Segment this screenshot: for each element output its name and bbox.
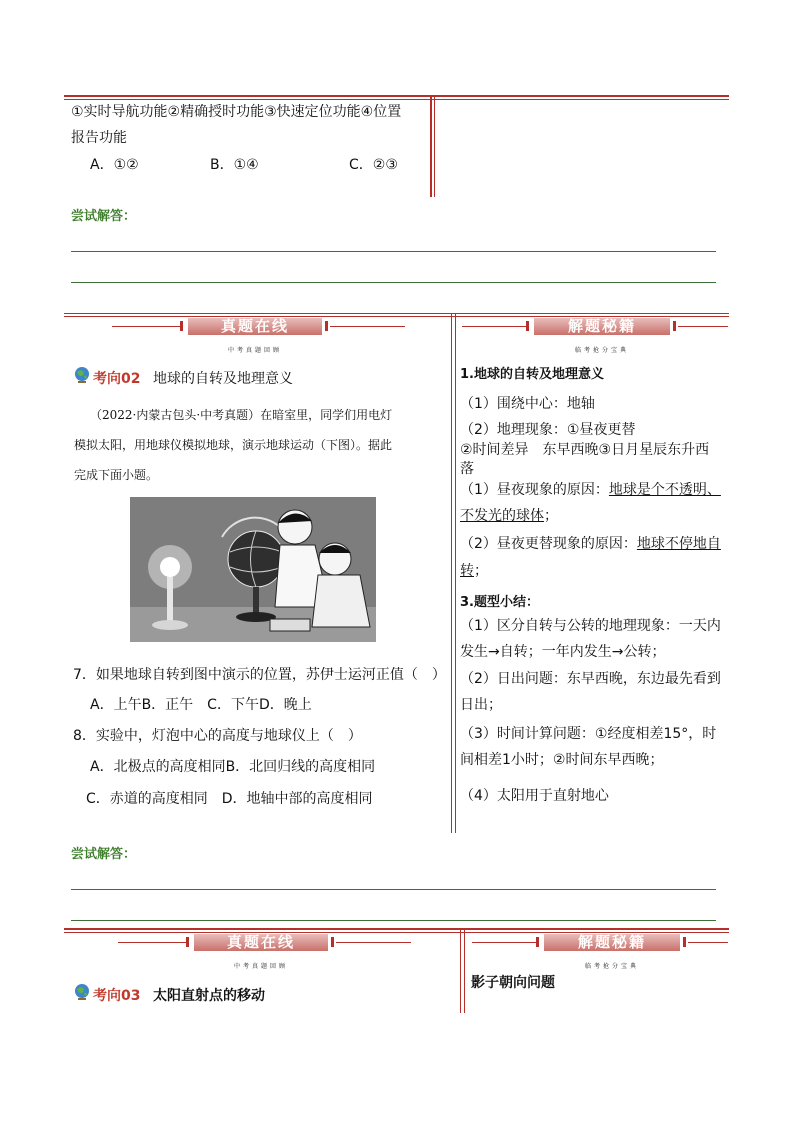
kaoxiang-02-label: 考向02	[93, 371, 141, 387]
s3-header-line-right-b	[688, 942, 728, 943]
source-line-3: 完成下面小题。	[74, 468, 159, 482]
tips-line-10: 发生→自转；一年内发生→公转；	[460, 644, 666, 660]
tips-line-13: （3）时间计算问题：①经度相差15°，时	[460, 726, 717, 742]
section3-left-subtitle: 中考真题回顾	[233, 963, 288, 970]
globe	[228, 531, 284, 587]
section3-divider	[460, 928, 461, 1013]
tips-line-3: ②时间差异 东早西晚③日月星辰东升西	[460, 442, 710, 458]
top-divider	[430, 95, 432, 197]
section2-left-subtitle: 中考真题回顾	[227, 347, 282, 354]
header-bar-right-b	[673, 321, 676, 331]
tips-line-6	[460, 503, 558, 529]
source-line-1: （2022·内蒙古包头·中考真题）在暗室里，同学们用电灯	[90, 408, 393, 422]
header-bar-right-a	[526, 321, 529, 331]
section3-rule	[64, 928, 729, 930]
tips-line-14: 间相差1小时；②时间东早西晚；	[460, 752, 664, 768]
top-options-line1: ①实时导航功能②精确授时功能③快速定位功能④位置	[71, 104, 402, 120]
tips-line-8a: 转	[460, 563, 474, 579]
tips-line-2: （2）地理现象：①昼夜更替	[460, 422, 636, 438]
section3-right-text: 影子朝向问题	[471, 975, 555, 991]
source-line-2: 模拟太阳，用地球仪模拟地球，演示地球运动（下图）。据此	[74, 438, 393, 452]
header-bar-left-a	[180, 321, 183, 331]
tips-line-6b: ；	[544, 508, 558, 524]
tips-line-5	[460, 477, 721, 503]
tips-line-7b: 地球不停地自	[636, 536, 721, 552]
tips-line-6a: 不发光的球体	[460, 508, 544, 524]
top-option-a: A．①②	[90, 157, 139, 173]
tips-line-12: 日出；	[460, 697, 502, 713]
header-line-right-a	[462, 326, 526, 327]
globe-icon	[73, 366, 91, 384]
kaoxiang-02-title: 地球的自转及地理意义	[153, 371, 293, 387]
tips-line-4: 落	[460, 461, 474, 477]
top-divider-thin	[434, 95, 435, 197]
answer-line-1a	[71, 251, 716, 252]
section2-divider-thin	[455, 313, 456, 833]
s3-header-line-right-a	[472, 942, 536, 943]
kaoxiang-03-title: 太阳直射点的移动	[153, 988, 265, 1004]
top-option-b: B．①④	[210, 157, 259, 173]
s3-header-bar-right-b	[683, 937, 686, 947]
tips-line-15: （4）太阳用于直射地心	[460, 788, 609, 804]
answer-line-2b	[71, 920, 716, 921]
tips-line-5b: 地球是个不透明、	[608, 482, 721, 498]
tips-heading-3: 3.题型小结：	[460, 595, 539, 610]
tips-line-5a: （1）昼夜现象的原因：	[460, 482, 609, 498]
tips-line-7	[460, 531, 721, 557]
question-8: 8．实验中，灯泡中心的高度与地球仪上（ ）	[73, 728, 362, 744]
question-7-options: A．上午B．正午 C．下午D．晚上	[90, 697, 312, 713]
section2-divider	[451, 313, 452, 833]
experiment-illustration	[130, 497, 376, 642]
try-answer-label-1: 尝试解答：	[71, 209, 137, 224]
kaoxiang-03-label: 考向03	[93, 988, 141, 1004]
header-bar-left-b	[325, 321, 328, 331]
try-answer-label-2: 尝试解答：	[71, 847, 137, 862]
section3-divider-thin	[464, 928, 465, 1013]
top-rule	[64, 95, 729, 97]
question-8-options-2: C．赤道的高度相同 D．地轴中部的高度相同	[86, 791, 373, 807]
tips-heading-1: 1.地球的自转及地理意义	[460, 367, 604, 382]
s3-header-bar-left-b	[331, 937, 334, 947]
top-options-line2: 报告功能	[71, 130, 127, 146]
section3-right-title: 解题秘籍	[544, 934, 680, 951]
section2-left-title: 真题在线	[188, 318, 322, 335]
section3-right-subtitle: 临考抢分宝典	[584, 963, 639, 970]
question-7: 7．如果地球自转到图中演示的位置，苏伊士运河正值（ ）	[73, 667, 446, 683]
tips-line-11: （2）日出问题：东早西晚，东边最先看到	[460, 671, 721, 687]
s3-header-line-left-b	[336, 942, 411, 943]
header-line-left-b	[330, 326, 405, 327]
tips-line-7a: （2）昼夜更替现象的原因：	[460, 536, 637, 552]
header-line-right-b	[678, 326, 728, 327]
top-option-c: C．②③	[349, 157, 398, 173]
question-8-options-1: A．北极点的高度相同B．北回归线的高度相同	[90, 759, 376, 775]
answer-line-1b	[71, 282, 716, 283]
s3-header-bar-left-a	[186, 937, 189, 947]
tips-line-8b: ；	[474, 563, 488, 579]
tips-line-9: （1）区分自转与公转的地理现象：一天内	[460, 618, 721, 634]
tips-line-8	[460, 558, 488, 584]
section3-left-title: 真题在线	[194, 934, 328, 951]
answer-line-2a	[71, 889, 716, 890]
s3-header-line-left-a	[118, 942, 186, 943]
lamp-bulb	[160, 557, 180, 577]
globe-icon	[73, 983, 91, 1001]
s3-header-bar-right-a	[536, 937, 539, 947]
header-line-left-a	[112, 326, 180, 327]
section2-right-title: 解题秘籍	[534, 318, 670, 335]
section2-right-subtitle: 临考抢分宝典	[574, 347, 629, 354]
tips-line-1: （1）围绕中心：地轴	[460, 396, 595, 412]
section2-rule	[64, 313, 729, 314]
